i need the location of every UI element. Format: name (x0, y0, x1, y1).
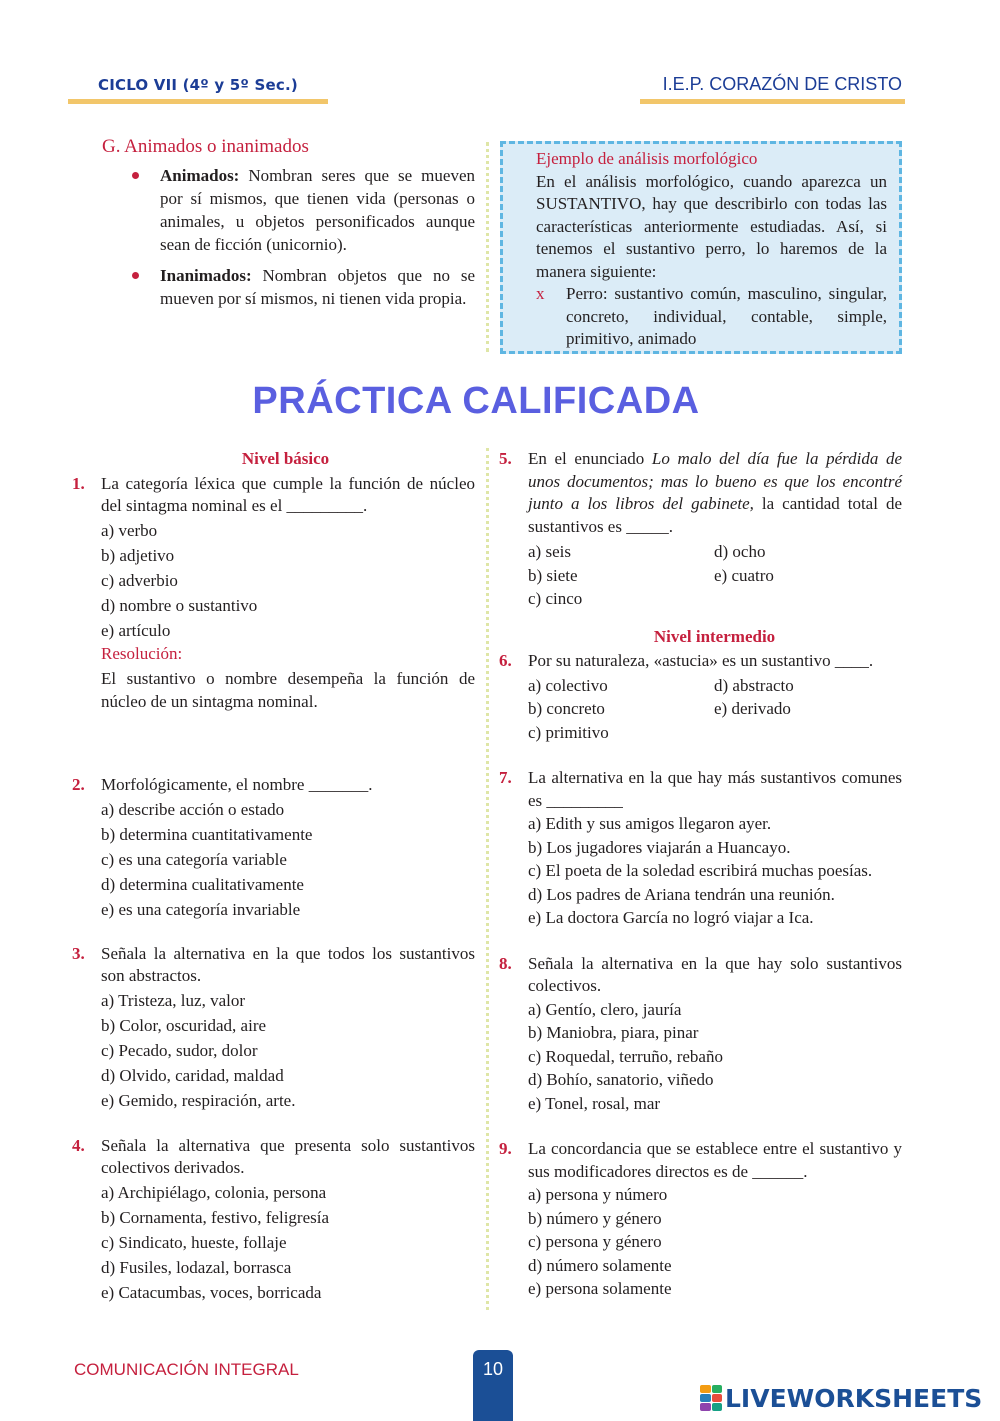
term-animados: Animados: (160, 166, 240, 185)
example-title: Ejemplo de análisis morfológico (536, 149, 758, 168)
term-inanimados-text: Nombran objetos que no se mueven por sí mismos, ni tienen vida propia. (160, 266, 475, 308)
option-d[interactable]: d) ocho (714, 542, 766, 561)
question-number: 1. (72, 473, 85, 493)
option-a[interactable]: a) describe acción o estado (101, 799, 285, 819)
option-a[interactable]: a) persona y número (528, 1185, 668, 1204)
page-title: PRÁCTICA CALIFICADA (252, 380, 700, 422)
question-stem: La alternativa en la que hay más sustantivos comunes es _________ (528, 768, 902, 810)
question-stem: La concordancia que se establece entre el sustantivo y sus modificadores directos es de ______. (528, 1139, 902, 1181)
option-b[interactable]: b) determina cuantitativamente (101, 824, 313, 844)
option-a[interactable]: a) verbo (101, 520, 158, 540)
question-3 (70, 943, 475, 1113)
option-d[interactable]: d) número solamente (528, 1255, 672, 1275)
question-stem: Morfológicamente, el nombre _______. (101, 775, 373, 794)
option-d[interactable]: d) Olvido, caridad, maldad (101, 1065, 284, 1085)
question-number: 8. (499, 953, 512, 973)
question-stem: Señala la alternativa en la que todos los sustantivos son abstractos. (101, 943, 475, 985)
column-divider (486, 448, 489, 1310)
options-grid (528, 674, 902, 745)
right-column (497, 448, 902, 1301)
option-c[interactable]: c) primitivo (528, 722, 609, 742)
option-e[interactable]: e) La doctora García no logró viajar a Ica. (528, 908, 814, 927)
header-right-rule (640, 99, 905, 104)
option-c[interactable]: c) Roquedal, terruño, rebaño (528, 1046, 723, 1066)
question-5 (497, 448, 902, 611)
option-b[interactable]: b) Maniobra, piara, pinar (528, 1023, 699, 1042)
question-number: 3. (72, 943, 85, 963)
option-c[interactable]: c) adverbio (101, 570, 178, 590)
option-d[interactable]: d) Bohío, sanatorio, viñedo (528, 1070, 714, 1089)
option-c[interactable]: c) cinco (528, 589, 583, 608)
option-d[interactable]: d) Los padres de Ariana tendrán una reunión. (528, 884, 835, 904)
option-b[interactable]: b) Cornamenta, festivo, feligresía (101, 1207, 330, 1227)
stem-suffix: la cantidad total de sustantivos es _____. (528, 494, 902, 536)
option-e[interactable]: e) artículo (101, 620, 171, 640)
example-item-text: Perro: sustantivo común, masculino, singular, concreto, individual, contable, simple, primitivo, animado (566, 284, 887, 348)
header-school: I.E.P. CORAZÓN DE CRISTO (662, 74, 902, 94)
section-g-title: G. Animados o inanimados (102, 136, 309, 157)
bullet-dot-icon (132, 172, 139, 179)
option-c[interactable]: c) El poeta de la soledad escribirá muchas poesías. (528, 861, 873, 880)
footer-subject: COMUNICACIÓN INTEGRAL (74, 1360, 299, 1379)
question-8 (497, 953, 902, 1116)
option-e[interactable]: e) cuatro (714, 565, 774, 585)
option-b[interactable]: b) número y género (528, 1208, 662, 1228)
bullet-dot-icon (132, 272, 139, 279)
section-g-list (130, 164, 475, 318)
option-a[interactable]: a) seis (528, 542, 571, 561)
option-a[interactable]: a) Archipiélago, colonia, persona (101, 1182, 327, 1202)
option-b[interactable]: b) concreto (528, 699, 605, 718)
liveworksheets-brand[interactable] (700, 1383, 982, 1413)
level-basic-heading: Nivel básico (241, 449, 330, 468)
option-b[interactable]: b) siete (528, 565, 578, 585)
stem-quote: Lo malo del día fue la pérdida de unos documentos; mas lo bueno es que los encontré junto a los libros del gabinete, (528, 449, 902, 513)
question-number: 4. (72, 1135, 85, 1155)
left-column (70, 448, 475, 1305)
options-grid (528, 540, 902, 611)
list-item (130, 264, 475, 310)
option-c[interactable]: c) Sindicato, hueste, follaje (101, 1232, 287, 1252)
question-stem: Señala la alternativa en la que hay solo sustantivos colectivos. (528, 953, 902, 995)
question-6 (497, 650, 902, 744)
liveworksheets-logo-icon (700, 1385, 722, 1411)
question-stem: La categoría léxica que cumple la función de núcleo del sintagma nominal es el _________. (101, 473, 475, 515)
question-number: 9. (499, 1139, 512, 1158)
header-left-rule (68, 99, 328, 104)
resolution-label: Resolución: (101, 643, 183, 663)
term-inanimados: Inanimados: (160, 266, 252, 285)
question-1 (70, 473, 475, 714)
x-bullet-icon: x (536, 284, 545, 303)
question-number: 7. (499, 768, 512, 787)
question-2 (70, 774, 475, 922)
option-c[interactable]: c) es una categoría variable (101, 849, 287, 869)
option-a[interactable]: a) Gentío, clero, jauría (528, 999, 682, 1019)
page-number: 10 (473, 1350, 513, 1421)
option-e[interactable]: e) Tonel, rosal, mar (528, 1093, 661, 1113)
term-animados-text: Nombran seres que se mueven por sí mismos, que tienen vida (personas o animales, u objetos personificados aunque sean de ficción (unicornio). (160, 166, 475, 254)
option-e[interactable]: e) es una categoría invariable (101, 899, 301, 919)
option-a[interactable]: a) colectivo (528, 675, 608, 695)
option-d[interactable]: d) abstracto (714, 675, 794, 695)
question-number: 2. (72, 775, 85, 794)
level-intermediate-heading: Nivel intermedio (653, 626, 776, 646)
option-c[interactable]: c) persona y género (528, 1232, 662, 1251)
header-cycle: CICLO VII (4º y 5º Sec.) (98, 76, 298, 94)
list-item (130, 164, 475, 256)
question-4 (70, 1135, 475, 1305)
option-a[interactable]: a) Tristeza, luz, valor (101, 990, 245, 1010)
option-b[interactable]: b) Color, oscuridad, aire (101, 1015, 267, 1035)
question-stem: Por su naturaleza, «astucia» es un sustantivo ____. (528, 651, 874, 670)
option-a[interactable]: a) Edith y sus amigos llegaron ayer. (528, 814, 772, 833)
example-box (500, 141, 902, 354)
option-d[interactable]: d) determina cualitativamente (101, 874, 304, 894)
option-e[interactable]: e) Gemido, respiración, arte. (101, 1090, 296, 1110)
question-number: 5. (499, 449, 512, 468)
question-9 (497, 1138, 902, 1301)
option-b[interactable]: b) Los jugadores viajarán a Huancayo. (528, 837, 791, 857)
column-divider-top (486, 142, 489, 352)
liveworksheets-wordmark: LIVEWORKSHEETS (725, 1383, 983, 1413)
option-e[interactable]: e) persona solamente (528, 1279, 672, 1298)
stem-prefix: En el enunciado (528, 449, 652, 468)
question-stem: Señala la alternativa que presenta solo sustantivos colectivos derivados. (101, 1135, 475, 1177)
option-d[interactable]: d) nombre o sustantivo (101, 595, 258, 615)
question-7 (497, 767, 902, 930)
resolution-text: El sustantivo o nombre desempeña la función de núcleo de un sintagma nominal. (101, 669, 475, 711)
option-e[interactable]: e) Catacumbas, voces, borricada (101, 1282, 322, 1302)
option-b[interactable]: b) adjetivo (101, 545, 175, 565)
question-number: 6. (499, 651, 512, 670)
question-stem (528, 448, 902, 538)
option-c[interactable]: c) Pecado, sudor, dolor (101, 1040, 258, 1060)
example-body: En el análisis morfológico, cuando aparezca un SUSTANTIVO, hay que describirlo con todas las características anteriormente estudiadas. Así, si tenemos el sustantivo perro, lo haremos de la manera siguiente: (536, 171, 887, 281)
example-item (536, 283, 887, 351)
option-e[interactable]: e) derivado (714, 699, 791, 718)
option-d[interactable]: d) Fusiles, lodazal, borrasca (101, 1257, 292, 1277)
